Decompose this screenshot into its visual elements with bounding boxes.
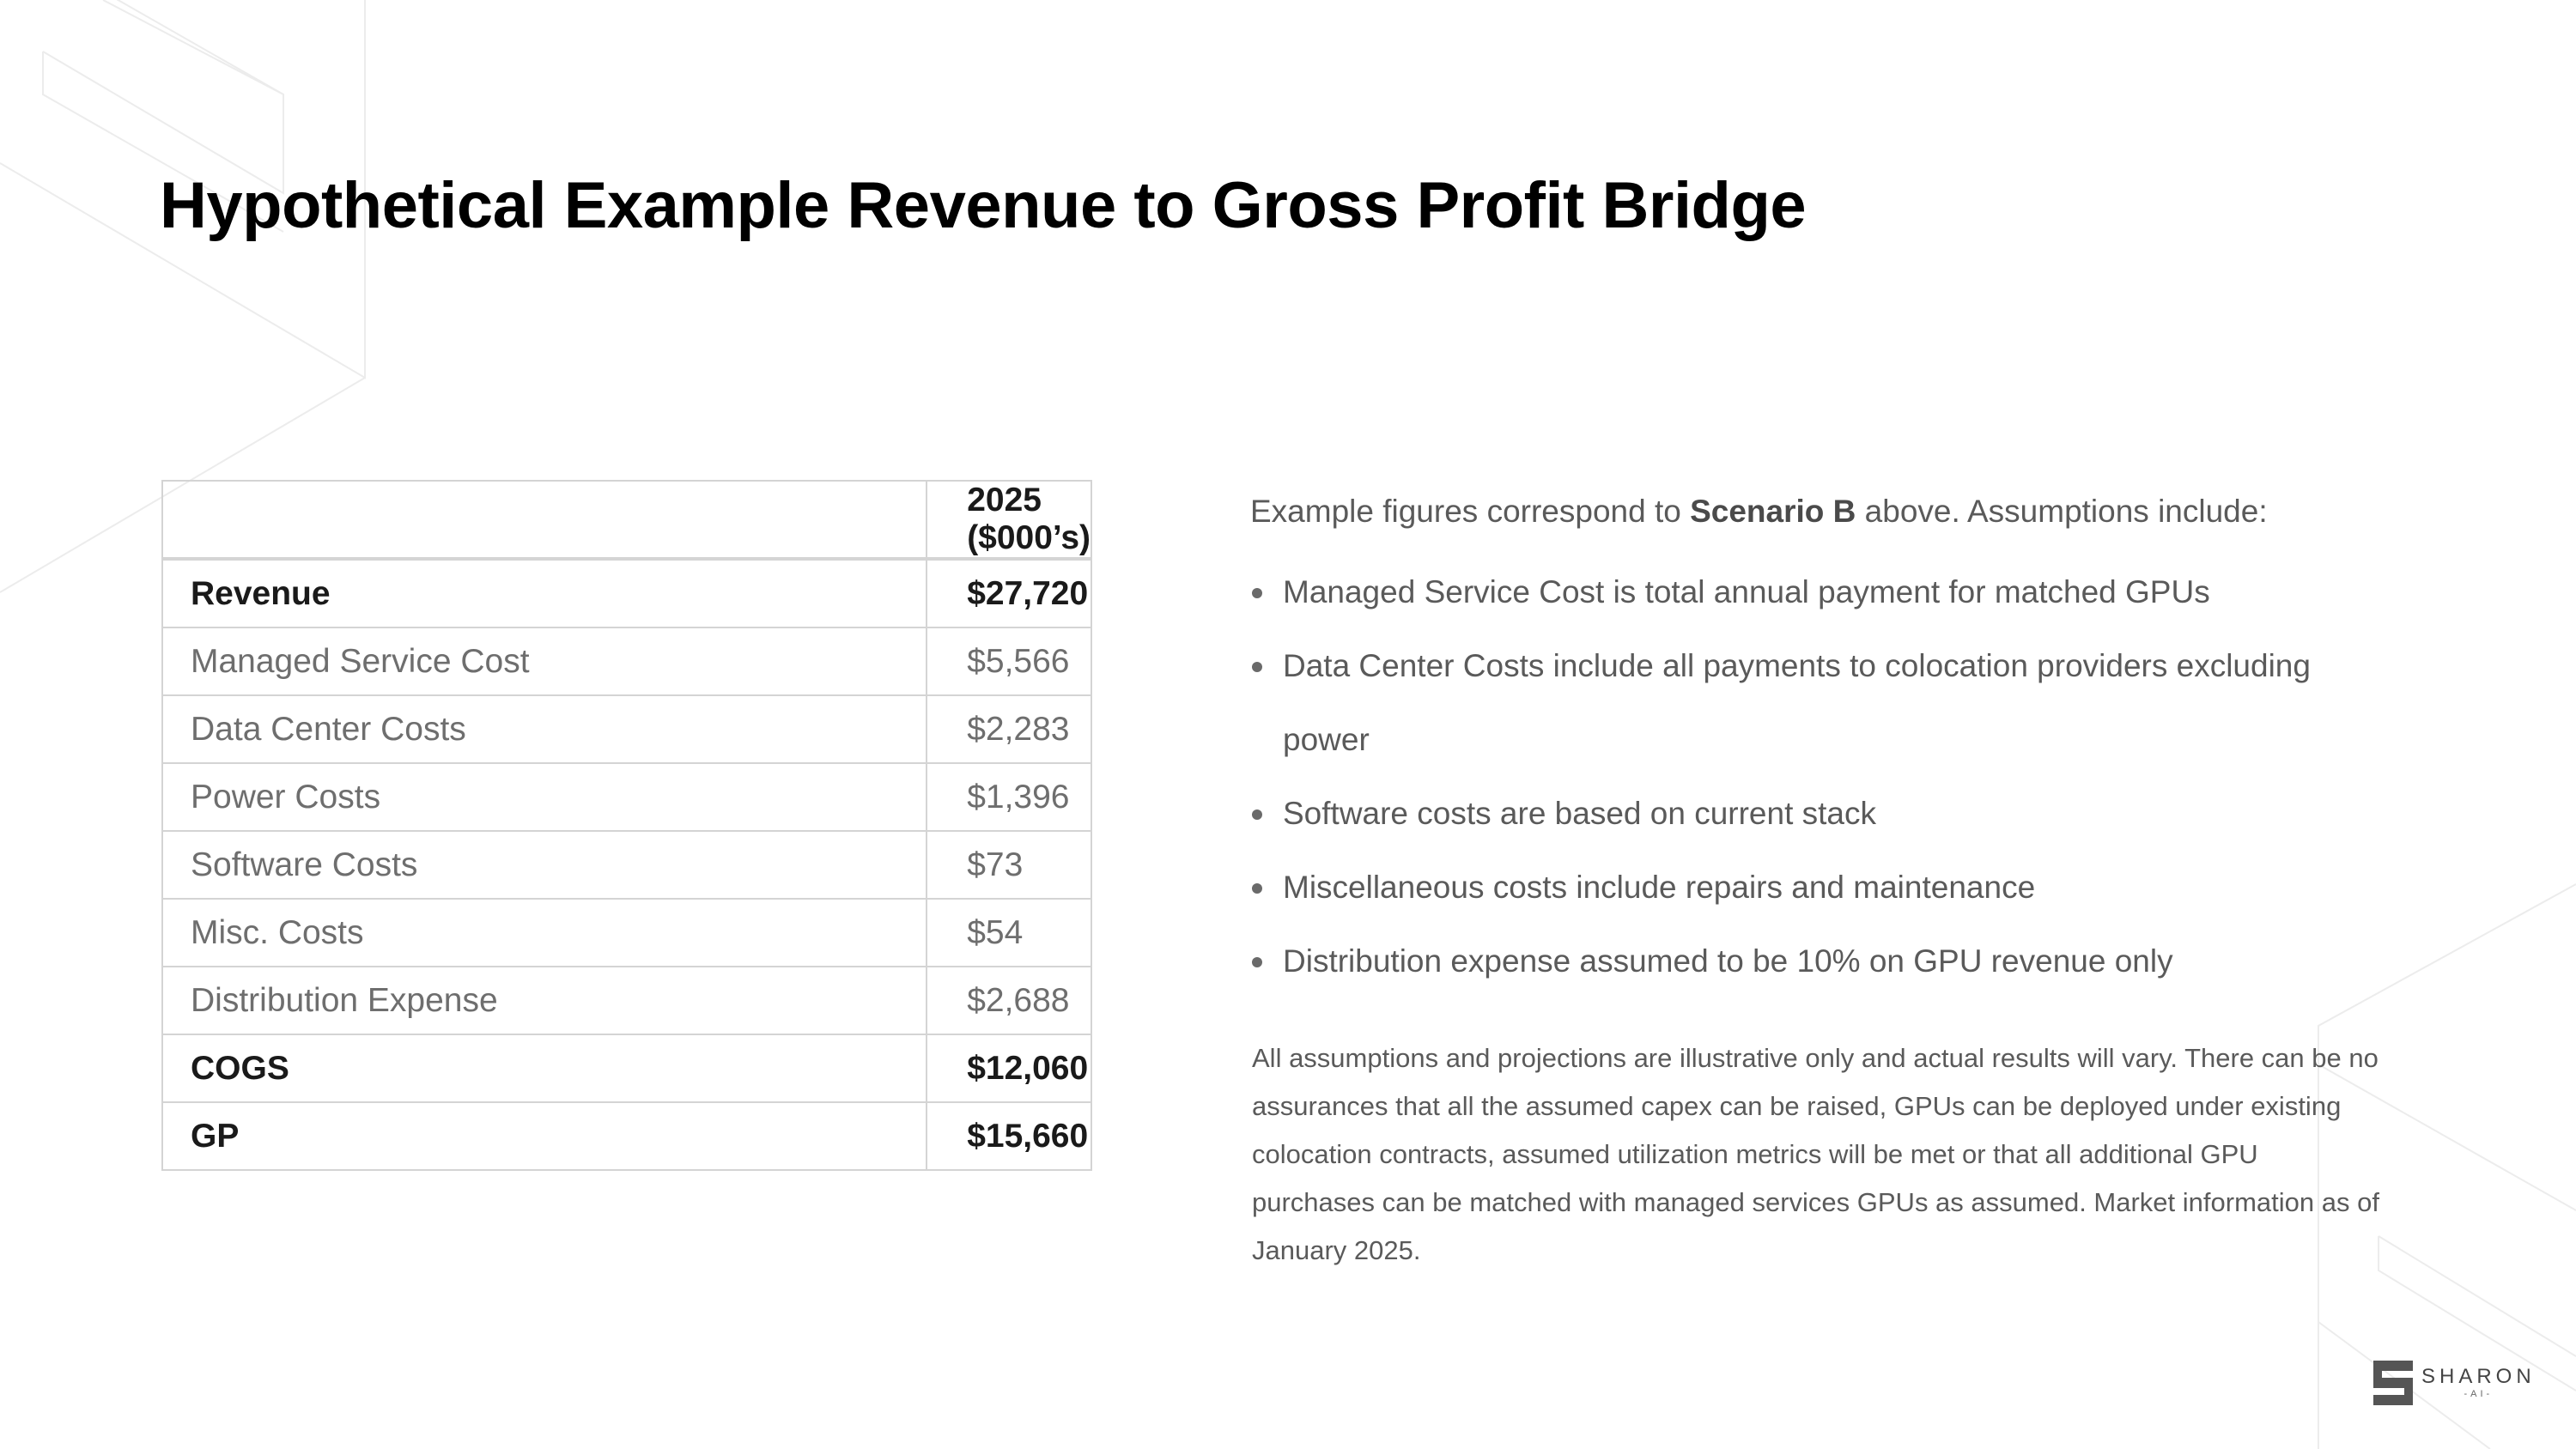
intro-scenario: Scenario B	[1690, 494, 1856, 529]
logo-sub: -AI-	[2464, 1389, 2494, 1399]
row-label: Data Center Costs	[162, 695, 927, 763]
table-row	[162, 627, 1091, 695]
row-label: Distribution Expense	[162, 967, 927, 1034]
logo-wordmark	[2421, 1366, 2536, 1400]
sharon-ai-logo-icon	[2373, 1361, 2413, 1405]
row-label: Power Costs	[162, 763, 927, 831]
row-value: $54	[927, 899, 1091, 967]
row-value: $73	[927, 831, 1091, 899]
assumption-item: Distribution expense assumed to be 10% on GPU revenue only	[1250, 925, 2384, 998]
assumptions-list	[1250, 555, 2384, 998]
intro-suffix: above. Assumptions include:	[1856, 494, 2268, 529]
page-title: Hypothetical Example Revenue to Gross Profit Bridge	[160, 169, 1807, 242]
row-value: $2,283	[927, 695, 1091, 763]
table-row	[162, 899, 1091, 967]
header-year-cell: 2025 ($000’s)	[927, 481, 1091, 559]
table-row	[162, 695, 1091, 763]
row-label: Managed Service Cost	[162, 627, 927, 695]
assumptions-intro	[1250, 485, 2384, 538]
table-row	[162, 763, 1091, 831]
revenue-bridge-table	[161, 480, 1092, 1171]
row-value: $1,396	[927, 763, 1091, 831]
row-label: Misc. Costs	[162, 899, 927, 967]
row-value: $5,566	[927, 627, 1091, 695]
assumption-item: Data Center Costs include all payments to colocation providers excluding power	[1250, 629, 2384, 777]
table-row	[162, 1034, 1091, 1102]
row-label: Software Costs	[162, 831, 927, 899]
row-label: GP	[162, 1102, 927, 1170]
disclaimer-text: All assumptions and projections are illustrative only and actual results will vary. There can be no assurances that all the assumed capex can be raised, GPUs can be deployed under existing colocation contracts, assumed utilization metrics will be met or that all additional GPU purchases can be matched with managed services GPUs as assumed. Market information as of January 2025.	[1252, 1043, 2379, 1265]
row-value: $12,060	[927, 1034, 1091, 1102]
row-label: COGS	[162, 1034, 927, 1102]
table-row	[162, 559, 1091, 627]
table-header-row	[162, 481, 1091, 559]
assumption-item: Software costs are based on current stack	[1250, 777, 2384, 851]
header-label-cell	[162, 481, 927, 559]
row-value: $15,660	[927, 1102, 1091, 1170]
assumption-item: Miscellaneous costs include repairs and maintenance	[1250, 851, 2384, 925]
table-row	[162, 831, 1091, 899]
table-row	[162, 967, 1091, 1034]
assumption-item: Managed Service Cost is total annual payment for matched GPUs	[1250, 555, 2384, 629]
logo-name: SHARON	[2421, 1365, 2536, 1388]
row-value: $27,720	[927, 559, 1091, 627]
row-label: Revenue	[162, 559, 927, 627]
sharon-ai-logo	[2373, 1357, 2536, 1409]
table-row	[162, 1102, 1091, 1170]
row-value: $2,688	[927, 967, 1091, 1034]
intro-prefix: Example figures correspond to	[1250, 494, 1691, 529]
assumptions-panel	[1250, 485, 2384, 1275]
